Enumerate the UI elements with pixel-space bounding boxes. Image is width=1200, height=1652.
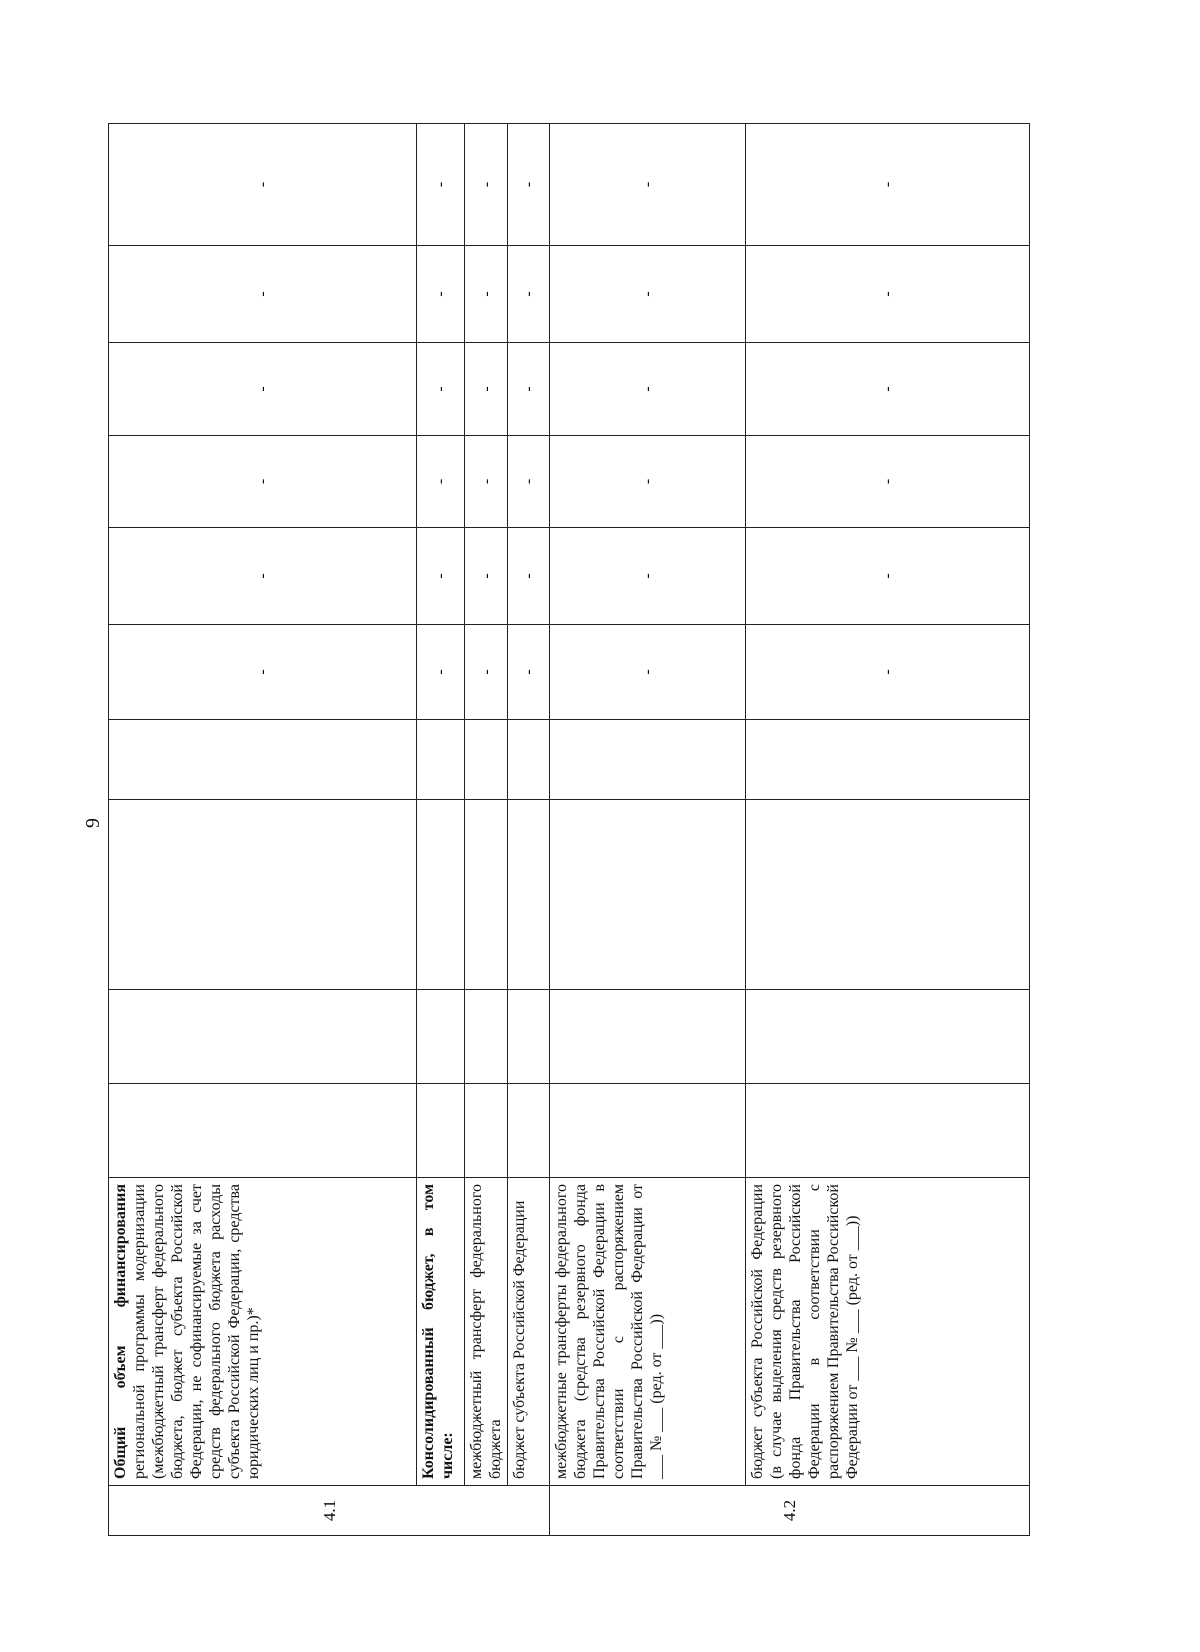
value-cell: - — [746, 246, 1030, 343]
value-cell — [417, 1084, 465, 1178]
value-cell: - — [109, 436, 417, 528]
row-label-cell — [550, 1178, 746, 1486]
financing-table-container — [108, 124, 1028, 1536]
value-cell: - — [550, 124, 746, 246]
row-label-bold: Консолидированный бюджет, в том числе: — [420, 1184, 456, 1479]
value-cell — [417, 990, 465, 1084]
value-cell: - — [746, 625, 1030, 720]
value-cell — [508, 1084, 550, 1178]
value-cell: - — [109, 124, 417, 246]
row-label-text: межбюджетные трансферты федерального бюджета (средства резервного фонда Правительства Российской Федерации в соответствии с распоряжением Правительства Российской Федерации от ___ № ___ (ред. от ___)) — [553, 1184, 665, 1479]
table-row — [417, 124, 465, 1536]
value-cell — [109, 990, 417, 1084]
page-number: 9 — [82, 818, 104, 828]
value-cell: - — [550, 528, 746, 625]
value-cell: - — [109, 246, 417, 343]
value-cell — [465, 720, 508, 800]
value-cell: - — [465, 528, 508, 625]
value-cell: - — [417, 528, 465, 625]
value-cell — [109, 800, 417, 990]
value-cell — [550, 800, 746, 990]
value-cell: - — [109, 625, 417, 720]
value-cell — [746, 720, 1030, 800]
value-cell: - — [550, 436, 746, 528]
row-label-cell — [417, 1178, 465, 1486]
row-label-text: межбюджетный трансферт федерального бюджета — [468, 1184, 504, 1479]
value-cell — [508, 720, 550, 800]
value-cell — [109, 720, 417, 800]
value-cell — [417, 720, 465, 800]
value-cell — [417, 800, 465, 990]
row-label-text: бюджет субъекта Российской Федерации (в случае выделения средств резервного фонда Правительства Российской Федерации в соответствии с распоряжением Правительства Российской Федерации от ___ № ___ (ред. от ___)) — [749, 1184, 861, 1479]
value-cell — [746, 990, 1030, 1084]
value-cell — [550, 720, 746, 800]
table-row — [746, 124, 1030, 1536]
value-cell: - — [465, 246, 508, 343]
value-cell: - — [508, 625, 550, 720]
table-row — [465, 124, 508, 1536]
value-cell — [465, 800, 508, 990]
value-cell — [550, 1084, 746, 1178]
value-cell: - — [746, 436, 1030, 528]
value-cell: - — [508, 124, 550, 246]
value-cell: - — [465, 436, 508, 528]
value-cell: - — [417, 625, 465, 720]
row-label-cell — [465, 1178, 508, 1486]
value-cell — [508, 990, 550, 1084]
table-row — [109, 124, 417, 1536]
value-cell: - — [465, 343, 508, 436]
value-cell: - — [417, 436, 465, 528]
financing-table — [108, 123, 1030, 1536]
value-cell — [508, 800, 550, 990]
row-label-text: региональной программы модернизации (межбюджетный трансферт федерального бюджета, бюджет субъекта Российской Федерации, не софинансируемые за счет средств федерального бюджета расходы субъекта Российской Федерации, средства юридических лиц и пр.)* — [131, 1184, 262, 1479]
row-label-text: бюджет субъекта Российской Федерации — [511, 1200, 528, 1479]
value-cell: - — [508, 343, 550, 436]
value-cell — [109, 1084, 417, 1178]
value-cell: - — [417, 124, 465, 246]
value-cell: - — [508, 246, 550, 343]
value-cell — [465, 990, 508, 1084]
value-cell: - — [550, 343, 746, 436]
value-cell: - — [746, 343, 1030, 436]
value-cell: - — [746, 124, 1030, 246]
value-cell: - — [465, 124, 508, 246]
row-label-cell — [746, 1178, 1030, 1486]
value-cell — [746, 800, 1030, 990]
value-cell: - — [109, 528, 417, 625]
value-cell — [746, 1084, 1030, 1178]
row-label-cell — [109, 1178, 417, 1486]
value-cell: - — [746, 528, 1030, 625]
value-cell: - — [508, 528, 550, 625]
row-number-cell: 4.2 — [550, 1486, 1030, 1536]
value-cell: - — [550, 625, 746, 720]
value-cell: - — [508, 436, 550, 528]
value-cell: - — [465, 625, 508, 720]
value-cell: - — [109, 343, 417, 436]
row-number-cell: 4.1 — [109, 1486, 550, 1536]
table-row — [550, 124, 746, 1536]
value-cell — [465, 1084, 508, 1178]
value-cell — [550, 990, 746, 1084]
value-cell: - — [417, 343, 465, 436]
value-cell: - — [550, 246, 746, 343]
value-cell: - — [417, 246, 465, 343]
table-row — [508, 124, 550, 1536]
row-label-cell — [508, 1178, 550, 1486]
row-label-bold: Общий объем финансирования — [112, 1184, 129, 1479]
